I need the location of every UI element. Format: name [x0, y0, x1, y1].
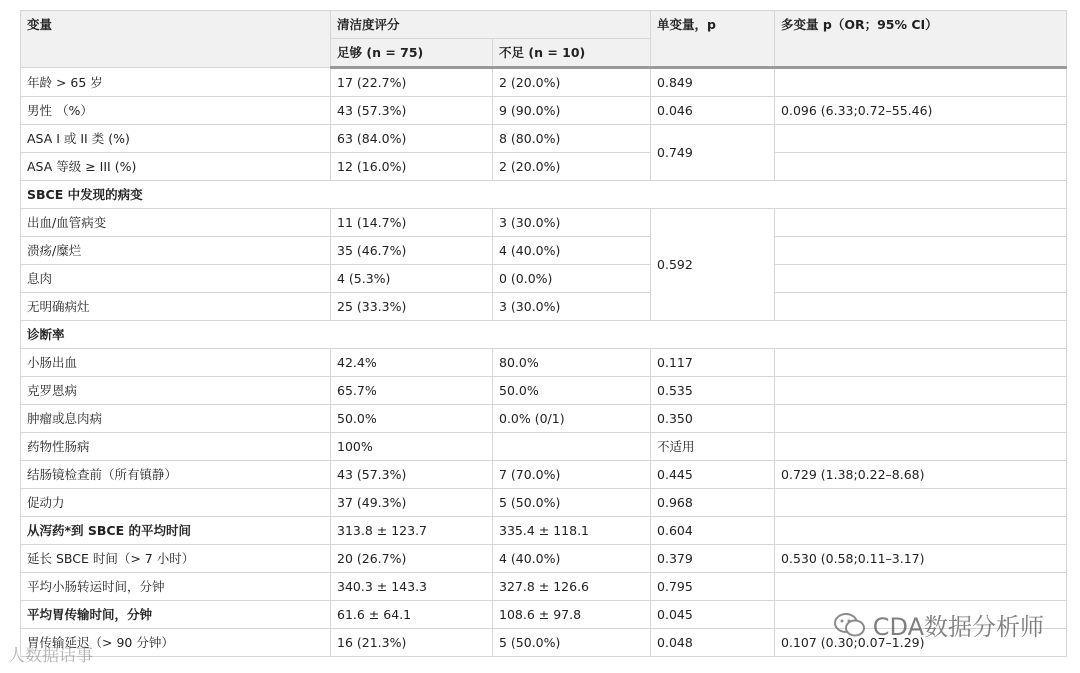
table-row: [21, 489, 1067, 517]
cell-inadequate: 335.4 ± 118.1: [493, 517, 651, 545]
section-row: [21, 321, 1067, 349]
cell-multivariate: [775, 349, 1067, 377]
cell-adequate: 43 (57.3%): [331, 97, 493, 125]
cell-univariate-p: 0.749: [651, 125, 775, 181]
cell-inadequate: 108.6 ± 97.8: [493, 601, 651, 629]
table-row: [21, 293, 1067, 321]
cell-multivariate: [775, 265, 1067, 293]
table-row: [21, 125, 1067, 153]
table-row: [21, 517, 1067, 545]
row-label: 平均胃传输时间，分钟: [21, 601, 331, 629]
cell-adequate: 37 (49.3%): [331, 489, 493, 517]
watermark-cda: [833, 607, 1044, 642]
row-label: ASA 等级 ≥ III (%): [21, 153, 331, 181]
row-label: 肿瘤或息肉病: [21, 405, 331, 433]
cell-adequate: 42.4%: [331, 349, 493, 377]
cell-adequate: 63 (84.0%): [331, 125, 493, 153]
row-label: 出血/血管病变: [21, 209, 331, 237]
cell-univariate-p: 0.379: [651, 545, 775, 573]
wechat-icon: [833, 611, 867, 639]
table-row: [21, 97, 1067, 125]
cell-multivariate: [775, 489, 1067, 517]
table-row: [21, 405, 1067, 433]
cell-multivariate: [775, 209, 1067, 237]
results-table: [20, 10, 1067, 657]
row-label: 胃传输延迟（> 90 分钟）: [21, 629, 331, 657]
cell-inadequate: 0 (0.0%): [493, 265, 651, 293]
cell-inadequate: 5 (50.0%): [493, 629, 651, 657]
cell-univariate-p: 0.046: [651, 97, 775, 125]
section-heading: SBCE 中发现的病变: [21, 181, 1067, 209]
cell-univariate-p: 0.445: [651, 461, 775, 489]
cell-multivariate: 0.729 (1.38;0.22–8.68): [775, 461, 1067, 489]
cell-univariate-p: 0.592: [651, 209, 775, 321]
row-label: 延长 SBCE 时间（> 7 小时）: [21, 545, 331, 573]
cell-univariate-p: 0.968: [651, 489, 775, 517]
cell-adequate: 12 (16.0%): [331, 153, 493, 181]
section-row: [21, 181, 1067, 209]
cell-multivariate: [775, 433, 1067, 461]
row-label: 年龄 > 65 岁: [21, 68, 331, 97]
cell-inadequate: 4 (40.0%): [493, 545, 651, 573]
cell-multivariate: 0.107 (0.30;0.07–1.29): [775, 629, 1067, 657]
table-row: [21, 265, 1067, 293]
cell-multivariate: [775, 237, 1067, 265]
header-score: 清洁度评分: [331, 11, 651, 39]
cell-inadequate: 4 (40.0%): [493, 237, 651, 265]
cell-univariate-p: 0.604: [651, 517, 775, 545]
cell-multivariate: [775, 405, 1067, 433]
row-label: 小肠出血: [21, 349, 331, 377]
cell-adequate: 17 (22.7%): [331, 68, 493, 97]
cell-multivariate: [775, 68, 1067, 97]
cell-univariate-p: 0.795: [651, 573, 775, 601]
cell-univariate-p: 0.350: [651, 405, 775, 433]
cell-inadequate: 7 (70.0%): [493, 461, 651, 489]
row-label: 结肠镜检查前（所有镇静）: [21, 461, 331, 489]
cell-inadequate: 50.0%: [493, 377, 651, 405]
cell-inadequate: 2 (20.0%): [493, 68, 651, 97]
cell-multivariate: [775, 517, 1067, 545]
cell-inadequate: 8 (80.0%): [493, 125, 651, 153]
cell-inadequate: 5 (50.0%): [493, 489, 651, 517]
table-row: [21, 433, 1067, 461]
row-label: 溃疡/糜烂: [21, 237, 331, 265]
cell-inadequate: 9 (90.0%): [493, 97, 651, 125]
cell-adequate: 50.0%: [331, 405, 493, 433]
cell-multivariate: [775, 293, 1067, 321]
cell-inadequate: 3 (30.0%): [493, 293, 651, 321]
cell-multivariate: [775, 377, 1067, 405]
cell-adequate: 4 (5.3%): [331, 265, 493, 293]
watermark-bottom-left-text: 人数据话事: [8, 646, 93, 666]
cell-inadequate: 80.0%: [493, 349, 651, 377]
table-row: [21, 237, 1067, 265]
watermark-bottom-left: [8, 641, 93, 666]
cell-adequate: 340.3 ± 143.3: [331, 573, 493, 601]
cell-adequate: 25 (33.3%): [331, 293, 493, 321]
results-table-container: [20, 10, 1066, 657]
row-label: 克罗恩病: [21, 377, 331, 405]
cell-univariate-p: 0.849: [651, 68, 775, 97]
row-label: 无明确病灶: [21, 293, 331, 321]
cell-multivariate: [775, 125, 1067, 153]
header-inadequate: 不足 (n = 10): [493, 39, 651, 68]
table-row: [21, 153, 1067, 181]
cell-adequate: 100%: [331, 433, 493, 461]
row-label: 从泻药*到 SBCE 的平均时间: [21, 517, 331, 545]
cell-inadequate: 327.8 ± 126.6: [493, 573, 651, 601]
row-label: ASA I 或 II 类 (%): [21, 125, 331, 153]
cell-adequate: 43 (57.3%): [331, 461, 493, 489]
cell-multivariate: 0.096 (6.33;0.72–55.46): [775, 97, 1067, 125]
cell-adequate: 11 (14.7%): [331, 209, 493, 237]
table-row: [21, 209, 1067, 237]
table-row: [21, 349, 1067, 377]
cell-multivariate: 0.530 (0.58;0.11–3.17): [775, 545, 1067, 573]
cell-adequate: 65.7%: [331, 377, 493, 405]
cell-univariate-p: 0.535: [651, 377, 775, 405]
table-row: [21, 573, 1067, 601]
cell-adequate: 16 (21.3%): [331, 629, 493, 657]
row-label: 平均小肠转运时间，分钟: [21, 573, 331, 601]
row-label: 促动力: [21, 489, 331, 517]
header-univariate: 单变量，p: [651, 11, 775, 68]
cell-inadequate: [493, 433, 651, 461]
table-row: [21, 545, 1067, 573]
cell-multivariate: [775, 573, 1067, 601]
cell-multivariate: [775, 153, 1067, 181]
cell-adequate: 35 (46.7%): [331, 237, 493, 265]
row-label: 息肉: [21, 265, 331, 293]
section-heading: 诊断率: [21, 321, 1067, 349]
cell-adequate: 61.6 ± 64.1: [331, 601, 493, 629]
cell-adequate: 313.8 ± 123.7: [331, 517, 493, 545]
table-row: [21, 68, 1067, 97]
cell-univariate-p: 0.045: [651, 601, 775, 629]
row-label: 男性 （%）: [21, 97, 331, 125]
cell-inadequate: 3 (30.0%): [493, 209, 651, 237]
table-row: [21, 377, 1067, 405]
row-label: 药物性肠病: [21, 433, 331, 461]
cell-inadequate: 0.0% (0/1): [493, 405, 651, 433]
watermark-text: CDA数据分析师: [872, 613, 1044, 641]
table-row: [21, 461, 1067, 489]
cell-adequate: 20 (26.7%): [331, 545, 493, 573]
cell-univariate-p: 0.048: [651, 629, 775, 657]
header-multivariate: 多变量 p（OR；95% CI）: [775, 11, 1067, 68]
header-variable: 变量: [21, 11, 331, 68]
header-adequate: 足够 (n = 75): [331, 39, 493, 68]
cell-univariate-p: 不适用: [651, 433, 775, 461]
cell-univariate-p: 0.117: [651, 349, 775, 377]
cell-inadequate: 2 (20.0%): [493, 153, 651, 181]
